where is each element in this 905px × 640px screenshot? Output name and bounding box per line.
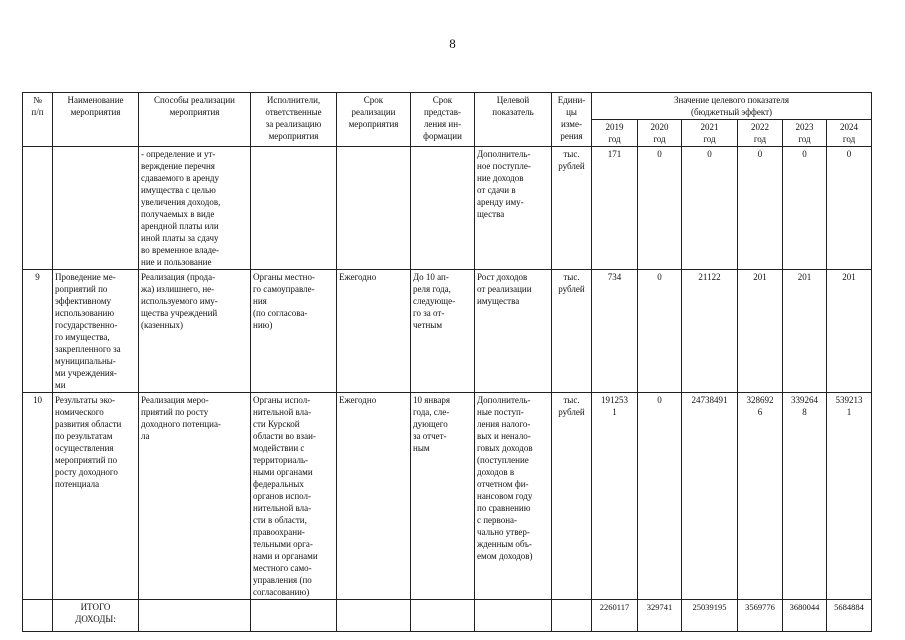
table-row [23, 393, 872, 600]
header-year-2019: 2019 год [592, 120, 638, 147]
row-value-2021: 21122 [682, 270, 738, 393]
header-target-value: Значение целевого показателя (бюджетный эффект) [592, 93, 872, 120]
page-number: 8 [449, 36, 456, 51]
target-indicators-table [22, 92, 872, 632]
row-units: тыс. рублей [552, 147, 592, 270]
row-value-2020: 0 [638, 270, 682, 393]
total-value-2024: 5684884 [827, 600, 872, 632]
row-value-2021: 24738491 [682, 393, 738, 600]
total-value-2023: 3680044 [783, 600, 827, 632]
row-info-deadline: До 10 ап- реля года, следующе- го за от- четным [411, 270, 475, 393]
header-num: № п/п [23, 93, 53, 147]
row-executors: Органы местно- го самоуправле- ния (по согласова- нию) [251, 270, 337, 393]
row-value-2022: 328692 6 [738, 393, 783, 600]
row-value-2020: 0 [638, 393, 682, 600]
total-row [23, 600, 872, 632]
total-value-2021: 25039195 [682, 600, 738, 632]
row-value-2024: 0 [827, 147, 872, 270]
total-value-2020: 329741 [638, 600, 682, 632]
header-name: Наименование мероприятия [53, 93, 139, 147]
row-executors: Органы испол- нительной вла- сти Курской области во взаи- модействии с территориаль- ными органами федеральных органов испол- нительной вла- сти в области, правоохрани- тельными орга- нами и органами местного само- управления (по согласованию) [251, 393, 337, 600]
header-year-2023: 2023 год [783, 120, 827, 147]
header-year-2024: 2024 год [827, 120, 872, 147]
total-label: ИТОГО ДОХОДЫ: [53, 600, 139, 632]
row-value-2022: 0 [738, 147, 783, 270]
row-value-2023: 201 [783, 270, 827, 393]
row-value-2024: 539213 1 [827, 393, 872, 600]
row-value-2024: 201 [827, 270, 872, 393]
table-row [23, 270, 872, 393]
header-methods: Способы реализации мероприятия [139, 93, 251, 147]
header-year-2020: 2020 год [638, 120, 682, 147]
header-executors: Исполнители, ответственные за реализацию мероприятия [251, 93, 337, 147]
row-name: Результаты эко- номического развития области по результатам осуществления мероприятий по росту доходного потенциала [53, 393, 139, 600]
row-value-2023: 339264 8 [783, 393, 827, 600]
header-info-deadline: Срок представ- ления ин- формации [411, 93, 475, 147]
row-indicator: Дополнитель- ное поступле- ние доходов от сдачи в аренду иму- щества [475, 147, 552, 270]
row-methods: - определение и ут- верждение перечня сдаваемого в аренду имущества с целью увеличения доходов, получаемых в виде арендной платы или иной платы за сдачу во временное владе- ние и пользование [139, 147, 251, 270]
row-num: 10 [23, 393, 53, 600]
row-value-2023: 0 [783, 147, 827, 270]
row-methods: Реализация меро- приятий по росту доходного потенциа- ла [139, 393, 251, 600]
row-value-2019: 171 [592, 147, 638, 270]
table-row [23, 147, 872, 270]
row-value-2022: 201 [738, 270, 783, 393]
header-units: Едини- цы изме- рения [552, 93, 592, 147]
row-value-2019: 734 [592, 270, 638, 393]
header-indicator: Целевой показатель [475, 93, 552, 147]
row-deadline: Ежегодно [337, 393, 411, 600]
row-num [23, 147, 53, 270]
row-deadline: Ежегодно [337, 270, 411, 393]
row-indicator: Дополнитель- ные поступ- ления налого- вых и ненало- говых доходов (поступление доходов в отчетном фи- нансовом году по сравнению с первона- чально утвер- жденным объ- емом доходов) [475, 393, 552, 600]
row-num: 9 [23, 270, 53, 393]
row-executors [251, 147, 337, 270]
row-units: тыс. рублей [552, 393, 592, 600]
row-value-2021: 0 [682, 147, 738, 270]
row-name [53, 147, 139, 270]
row-name: Проведение ме- роприятий по эффективному использованию государственно- го имущества, закрепленного за муниципальны- ми учреждения- ми [53, 270, 139, 393]
row-methods: Реализация (прода- жа) излишнего, не- используемого иму- щества учреждений (казенных) [139, 270, 251, 393]
row-info-deadline: 10 января года, сле- дующего за отчет- ным [411, 393, 475, 600]
row-deadline [337, 147, 411, 270]
row-indicator: Рост доходов от реализации имущества [475, 270, 552, 393]
row-value-2020: 0 [638, 147, 682, 270]
row-value-2019: 191253 1 [592, 393, 638, 600]
row-units: тыс. рублей [552, 270, 592, 393]
header-deadline: Срок реализации мероприятия [337, 93, 411, 147]
total-value-2022: 3569776 [738, 600, 783, 632]
header-year-2021: 2021 год [682, 120, 738, 147]
header-year-2022: 2022 год [738, 120, 783, 147]
total-value-2019: 2260117 [592, 600, 638, 632]
row-info-deadline [411, 147, 475, 270]
